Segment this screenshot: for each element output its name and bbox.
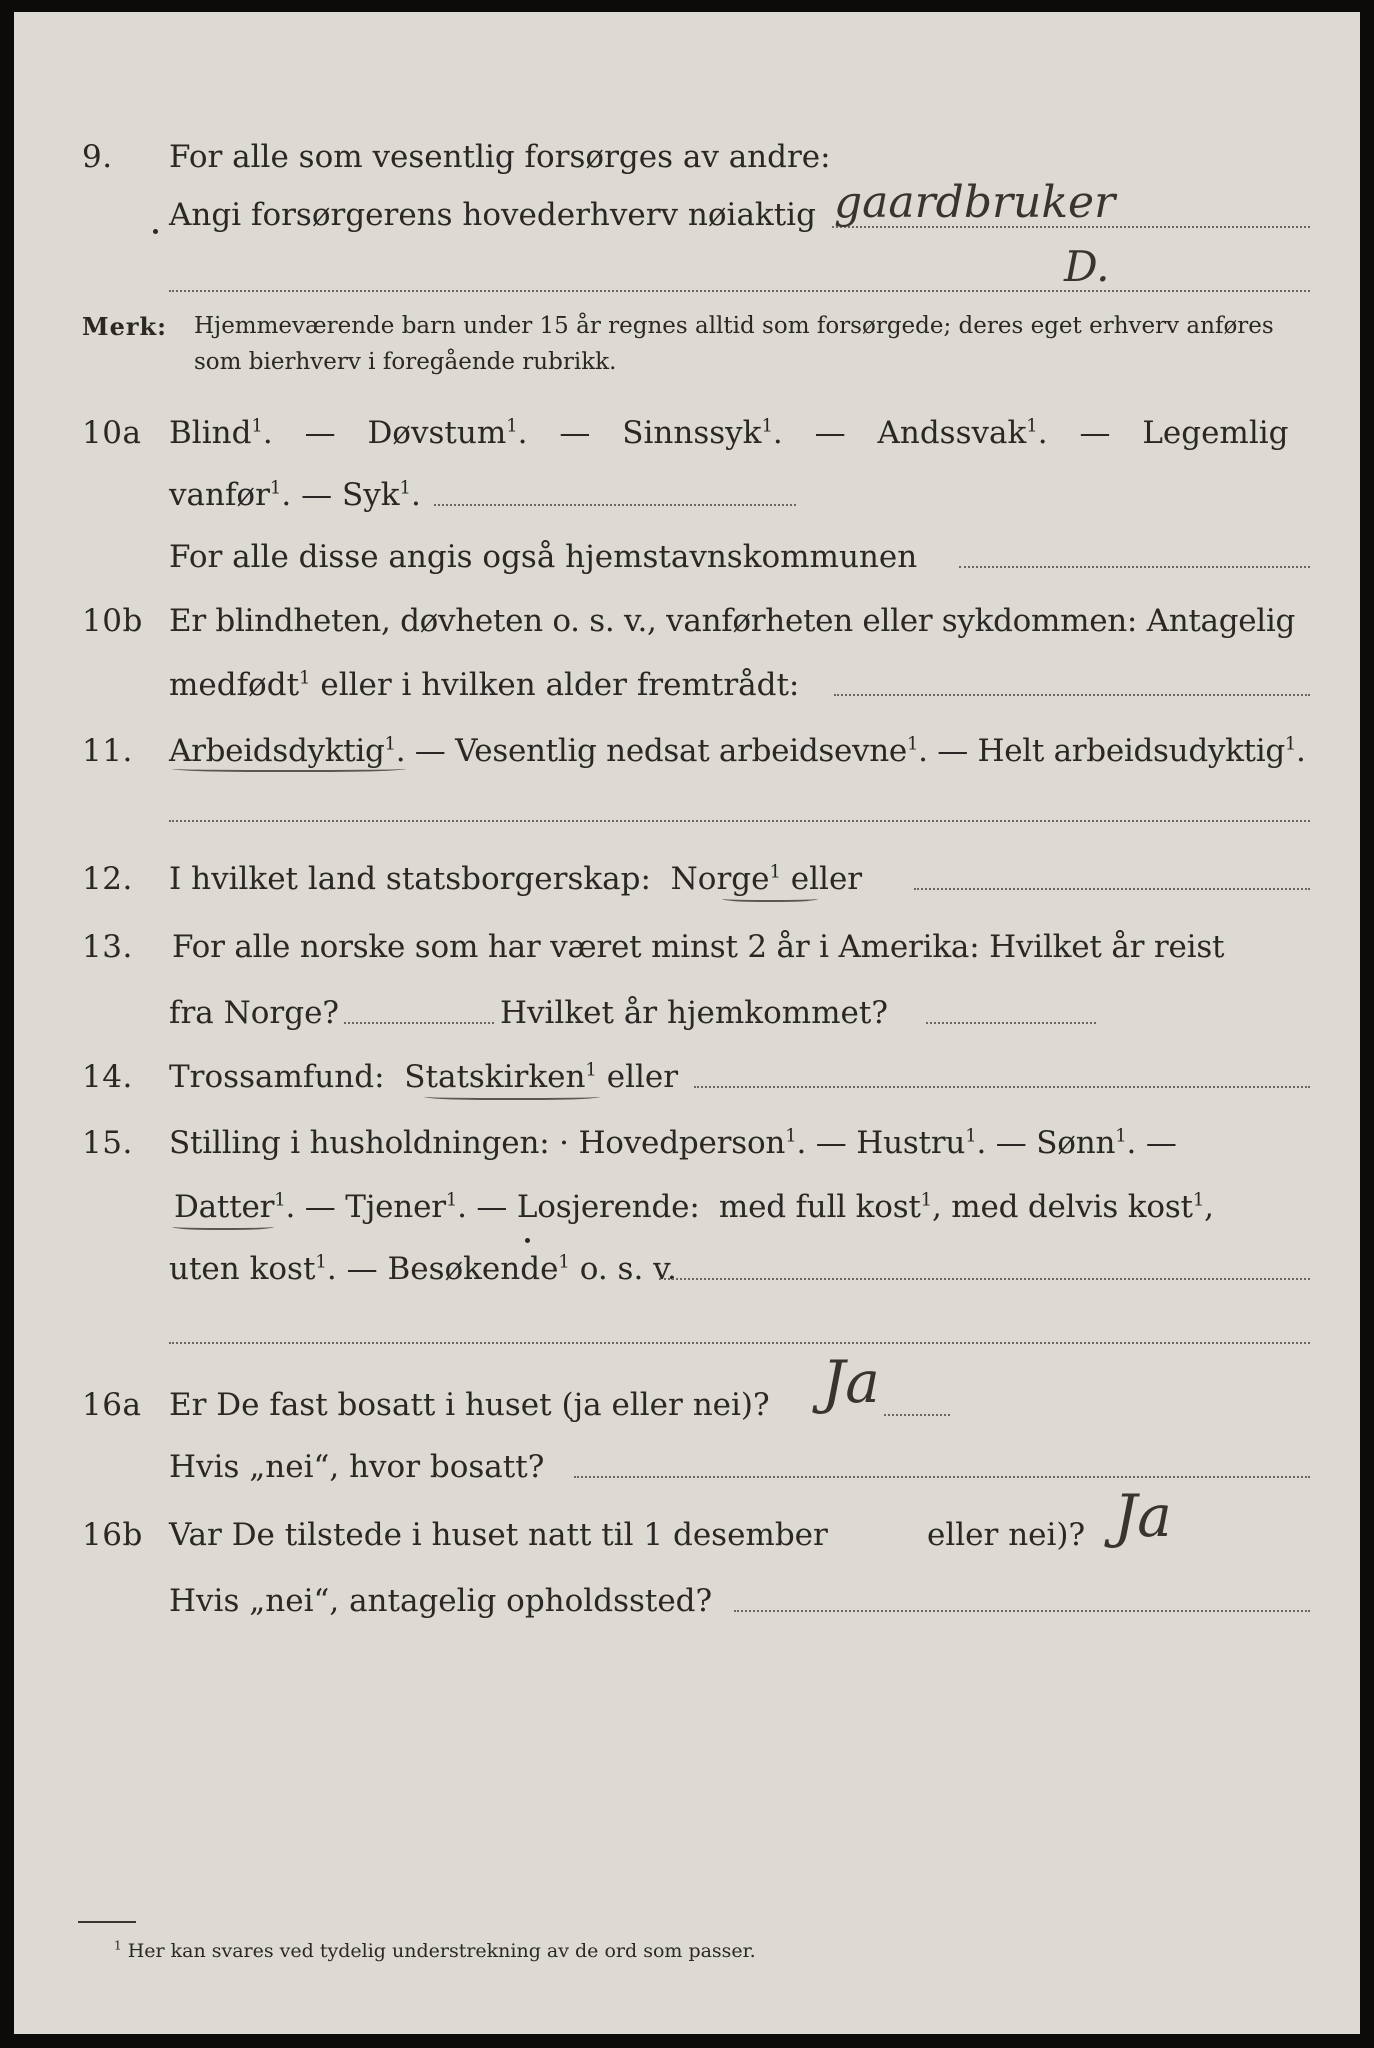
- answer-line-16b: [734, 1610, 1310, 1612]
- note-label: Merk:: [82, 312, 167, 341]
- answer-line-15: [659, 1278, 1310, 1280]
- answer-line-16a: [884, 1414, 950, 1416]
- question-number-10b: 10b: [82, 603, 143, 639]
- question-16b-line2: Hvis „nei“, antagelig opholdssted?: [169, 1583, 713, 1619]
- answer-line-13-right: [926, 1022, 1096, 1024]
- question-12-text: I hvilket land statsborgerskap: Norge$^1$ eller: [169, 861, 863, 897]
- question-15-line1: Stilling i husholdningen: · Hovedperson$^1$. — Hustru$^1$. — Sønn$^1$. —: [169, 1125, 1177, 1161]
- ink-speck: [153, 229, 158, 234]
- answer-line-15b: [169, 1342, 1310, 1344]
- footnote: $^1$ Her kan svares ved tydelig understrekning av de ord som passer.: [114, 1938, 756, 1962]
- question-10b-line2: medfødt$^1$ eller i hvilken alder fremtrådt:: [169, 667, 800, 703]
- question-10a-line2: vanfør$^1$. — Syk$^1$.: [169, 477, 421, 513]
- question-number-10a: 10a: [82, 415, 142, 451]
- question-number-16a: 16a: [82, 1387, 142, 1423]
- question-9-text: For alle som vesentlig forsørges av andre:: [169, 139, 831, 175]
- question-15-line2: Datter$^1$. — Tjener$^1$. — Losjerende: med full kost$^1$, med delvis kost$^1$,: [174, 1189, 1214, 1225]
- ink-speck: [525, 1238, 530, 1243]
- handwritten-answer-9: gaardbruker: [834, 177, 1116, 228]
- answer-line-12: [914, 888, 1310, 890]
- underline-selected-11: [172, 764, 406, 772]
- question-16a-line1: Er De fast bosatt i huset (ja eller nei)?: [169, 1387, 770, 1423]
- question-11-text: Arbeidsdyktig$^1$. — Vesentlig nedsat arbeidsevne$^1$. — Helt arbeidsudyktig$^1$.: [169, 733, 1306, 769]
- note-text: Hjemmeværende barn under 15 år regnes alltid som forsørgede; deres eget erhverv anføres som bierhverv i foregående rubrikk.: [194, 313, 1274, 375]
- answer-line-10b: [834, 694, 1310, 696]
- question-9-prompt: Angi forsørgerens hovederhverv nøiaktig: [169, 197, 816, 233]
- handwritten-mark-9: D.: [1064, 242, 1110, 291]
- footnote-rule: [78, 1921, 136, 1923]
- question-number-11: 11.: [82, 733, 133, 769]
- question-15-line3: uten kost$^1$. — Besøkende$^1$ o. s. v.: [169, 1251, 677, 1287]
- question-14-text: Trossamfund: Statskirken$^1$ eller: [169, 1059, 679, 1095]
- answer-line-10a-home: [959, 566, 1310, 568]
- question-16b-line1b: eller nei)?: [927, 1517, 1086, 1553]
- handwritten-answer-16b: Ja: [1114, 1482, 1172, 1550]
- question-number-12: 12.: [82, 861, 133, 897]
- answer-line-11: [169, 820, 1310, 822]
- underline-selected-15: [172, 1222, 274, 1230]
- answer-line-9b: [169, 290, 1310, 292]
- handwritten-answer-16a: Ja: [822, 1348, 880, 1416]
- question-number-15: 15.: [82, 1125, 133, 1161]
- census-form-page: [14, 12, 1360, 2034]
- question-number-13: 13.: [82, 929, 133, 965]
- question-10b-line1: Er blindheten, døvheten o. s. v., vanførheten eller sykdommen: Antagelig: [169, 603, 1296, 639]
- underline-selected-12: [722, 894, 818, 902]
- question-10a-line1: Blind$^1$. — Døvstum$^1$. — Sinnssyk$^1$. — Andssvak$^1$. — Legemlig: [169, 415, 1289, 451]
- question-16a-line2: Hvis „nei“, hvor bosatt?: [169, 1449, 545, 1485]
- underline-selected-14: [424, 1092, 600, 1100]
- answer-line-14: [694, 1086, 1310, 1088]
- question-number-14: 14.: [82, 1059, 133, 1095]
- answer-line-13-left: [344, 1022, 494, 1024]
- question-16b-line1a: Var De tilstede i huset natt til 1 desember: [169, 1517, 828, 1553]
- question-10a-home: For alle disse angis også hjemstavnskommunen: [169, 539, 918, 575]
- question-number-9: 9.: [82, 139, 113, 175]
- question-13-line1: For alle norske som har været minst 2 år i Amerika: Hvilket år reist: [172, 929, 1225, 965]
- answer-line-16a-b: [574, 1476, 1310, 1478]
- question-13-line2a: fra Norge?: [169, 995, 340, 1031]
- question-number-16b: 16b: [82, 1517, 143, 1553]
- question-13-line2b: Hvilket år hjemkommet?: [500, 995, 888, 1031]
- answer-line-10a: [434, 504, 796, 506]
